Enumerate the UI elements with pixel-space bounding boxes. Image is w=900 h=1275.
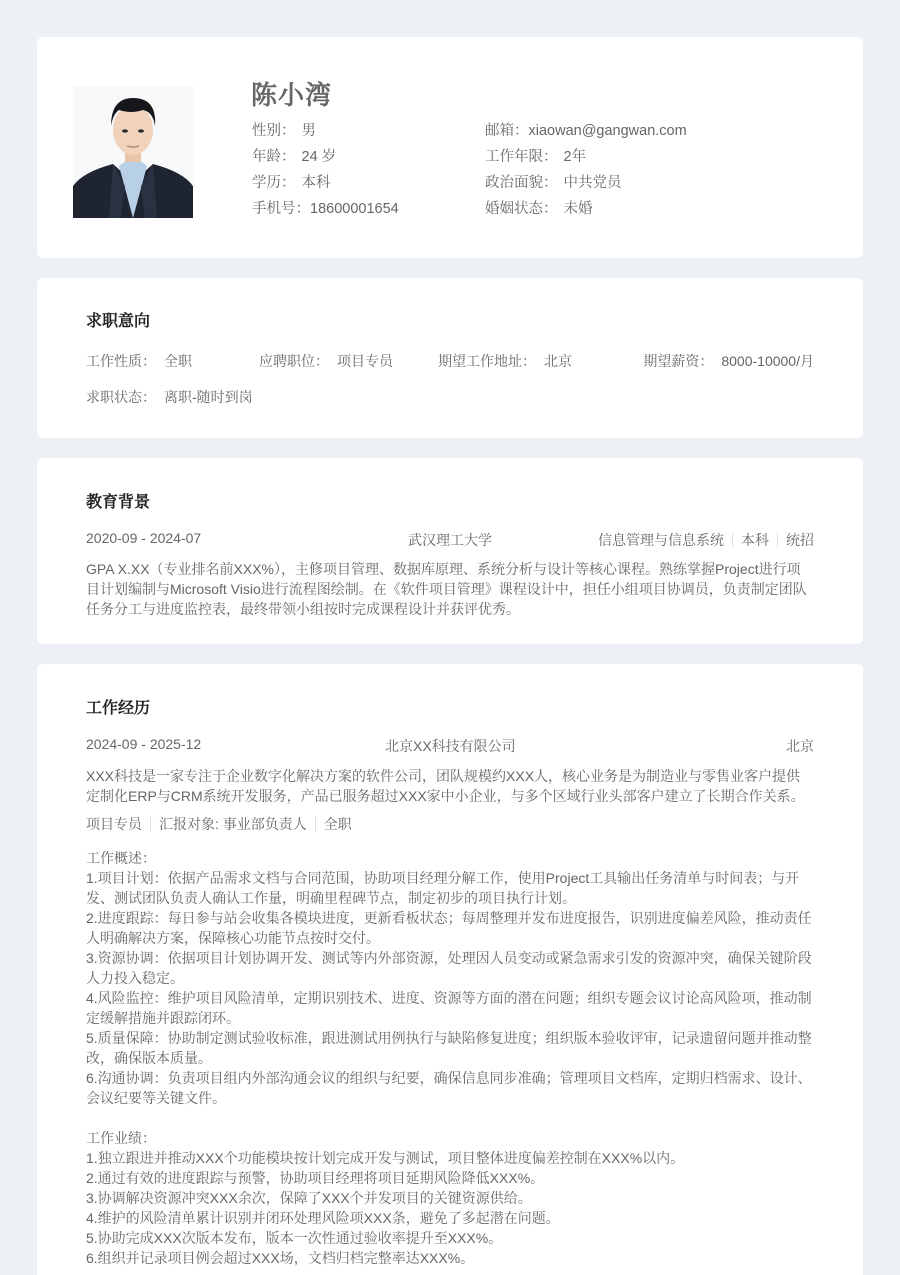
job-intention-card <box>37 278 863 438</box>
email-label: 邮箱： <box>485 123 529 139</box>
company-description: XXX科技是一家专注于企业数字化解决方案的软件公司，团队规模约XXX人，核心业务是为制造业与零售业客户提供定制化ERP与CRM系统开发服务，产品已服务超过XXX家中小企业，与多个区域行业头部客户建立了长期合作关系。 <box>86 768 805 804</box>
gender-label: 性别： <box>252 123 296 139</box>
divider <box>732 533 733 547</box>
basic-info-left <box>252 121 399 225</box>
overview-item: 1.项目计划：依据产品需求文档与合同范围，协助项目经理分解工作，使用Project工具输出任务清单与时间表；与开发、测试团队负责人确认工作量，明确里程碑节点，制定初步的项目执行计划。 <box>86 870 800 906</box>
education-label: 学历： <box>252 175 296 191</box>
education-description: GPA X.XX（专业排名前XXX%），主修项目管理、数据库原理、系统分析与设计等核心课程。熟练掌握Project进行项目计划编制与Microsoft Visio进行流程图绘制。在《软件项目管理》课程设计中，担任小组项目协调员，负责制定团队任务分工与进度监控表，最终带领小组按时完成课程设计并获评优秀。 <box>86 561 807 617</box>
intent-label: 应聘职位： <box>259 353 329 369</box>
gender-value: 男 <box>301 123 316 139</box>
work-tags <box>86 814 814 834</box>
intent-label: 期望工作地址： <box>438 353 536 369</box>
education-value: 本科 <box>301 175 331 191</box>
overview-item: 2.进度跟踪：每日参与站会收集各模块进度，更新看板状态；每周整理并发布进度报告，识别进度偏差风险，推动责任人明确解决方案，保障核心功能节点按时交付。 <box>86 910 812 946</box>
education-type: 统招 <box>786 532 814 548</box>
intent-value: 全职 <box>164 353 192 369</box>
achievement-item: 1.独立跟进并推动XXX个功能模块按计划完成开发与测试，项目整体进度偏差控制在XXX%以内。 <box>86 1150 685 1166</box>
intent-value: 项目专员 <box>337 353 393 369</box>
section-title-intent: 求职意向 <box>86 313 151 330</box>
intent-work-type <box>86 351 192 371</box>
work-tag-role: 项目专员 <box>86 816 142 832</box>
info-age <box>252 147 399 173</box>
achievement-item: 3.协调解决资源冲突XXX余次，保障了XXX个并发项目的关键资源供给。 <box>86 1190 532 1206</box>
intent-position <box>259 351 393 371</box>
info-marital <box>485 199 687 225</box>
education-header-row <box>86 530 814 550</box>
profile-card <box>37 37 863 258</box>
overview-item: 6.沟通协调：负责项目组内外部沟通会议的组织与纪要，确保信息同步准确；管理项目文档库，定期归档需求、设计、会议纪要等关键文件。 <box>86 1070 812 1106</box>
intent-value: 北京 <box>544 353 572 369</box>
education-major: 信息管理与信息系统 <box>598 532 724 548</box>
info-gender <box>252 121 399 147</box>
intent-label: 求职状态： <box>86 389 156 405</box>
info-political <box>485 173 687 199</box>
overview-item: 5.质量保障：协助制定测试验收标准，跟进测试用例执行与缺陷修复进度；组织版本验收评审，记录遗留问题并推动整改，确保版本质量。 <box>86 1030 812 1066</box>
age-value: 24 岁 <box>301 149 337 165</box>
intent-label: 工作性质： <box>86 353 156 369</box>
work-company: 北京XX科技有限公司 <box>385 738 516 754</box>
years-value: 2年 <box>563 149 587 165</box>
education-school: 武汉理工大学 <box>408 532 492 548</box>
work-tag-report: 汇报对象: 事业部负责人 <box>159 816 307 832</box>
marital-value: 未婚 <box>563 201 593 217</box>
marital-label: 婚姻状态： <box>485 201 558 217</box>
info-education <box>252 173 399 199</box>
basic-info-right <box>485 121 687 225</box>
info-email <box>485 121 687 147</box>
intent-label: 期望薪资： <box>643 353 714 369</box>
work-header-row <box>86 736 814 756</box>
section-title-work: 工作经历 <box>86 700 151 717</box>
work-achievements <box>86 1128 814 1268</box>
avatar-photo <box>73 86 193 218</box>
info-phone <box>252 199 399 225</box>
section-title-education: 教育背景 <box>86 494 151 511</box>
intent-location <box>438 351 572 371</box>
education-period: 2020-09 - 2024-07 <box>86 530 202 546</box>
work-overview <box>86 848 814 1108</box>
intent-value: 离职-随时到岗 <box>164 389 253 405</box>
achievements-title: 工作业绩： <box>86 1130 156 1146</box>
achievement-item: 6.组织并记录项目例会超过XXX场，文档归档完整率达XXX%。 <box>86 1250 475 1266</box>
work-experience-card <box>37 664 863 1275</box>
divider <box>150 817 151 831</box>
phone-label: 手机号： <box>252 201 310 217</box>
education-card <box>37 458 863 644</box>
achievement-item: 5.协助完成XXX次版本发布，版本一次性通过验收率提升至XXX%。 <box>86 1230 503 1246</box>
work-tag-type: 全职 <box>323 816 352 832</box>
achievement-item: 4.维护的风险清单累计识别并闭环处理风险项XXX条，避免了多起潜在问题。 <box>86 1210 560 1226</box>
political-label: 政治面貌： <box>485 175 558 191</box>
person-photo-icon <box>73 86 193 218</box>
candidate-name: 陈小湾 <box>251 80 333 110</box>
intent-salary <box>643 351 814 371</box>
overview-title: 工作概述： <box>86 850 156 866</box>
phone-value: 18600001654 <box>310 201 399 217</box>
overview-item: 3.资源协调：依据项目计划协调开发、测试等内外部资源，处理因人员变动或紧急需求引发的资源冲突，确保关键阶段人力投入稳定。 <box>86 950 812 986</box>
achievement-item: 2.通过有效的进度跟踪与预警，协助项目经理将项目延期风险降低XXX%。 <box>86 1170 545 1186</box>
education-major-group <box>598 530 814 550</box>
divider <box>315 817 316 831</box>
intent-status <box>86 387 253 407</box>
work-city: 北京 <box>786 738 814 754</box>
political-value: 中共党员 <box>563 175 622 191</box>
years-label: 工作年限： <box>485 149 558 165</box>
work-period: 2024-09 - 2025-12 <box>86 736 202 752</box>
info-years <box>485 147 687 173</box>
education-degree: 本科 <box>741 532 769 548</box>
overview-item: 4.风险监控：维护项目风险清单，定期识别技术、进度、资源等方面的潜在问题；组织专题会议讨论高风险项，推动制定缓解措施并跟踪闭环。 <box>86 990 812 1026</box>
divider <box>777 533 778 547</box>
email-value: xiaowan@gangwan.com <box>528 123 687 139</box>
intent-value: 8000-10000/月 <box>721 353 814 369</box>
age-label: 年龄： <box>252 149 296 165</box>
